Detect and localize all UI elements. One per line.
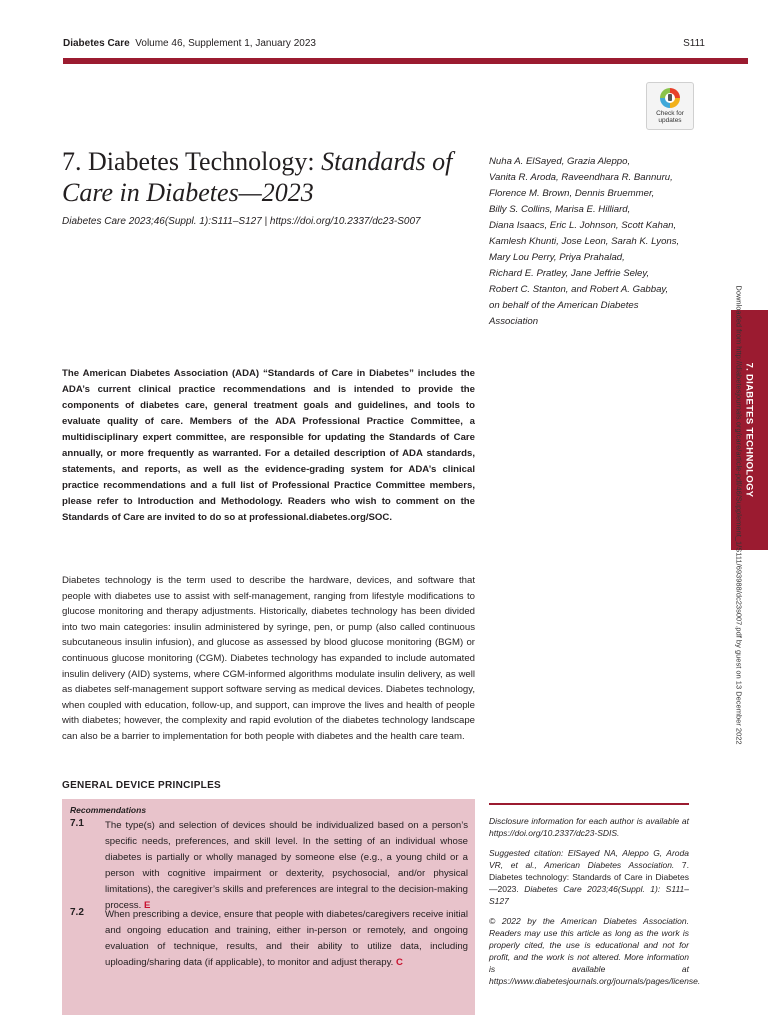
author-line: Vanita R. Aroda, Raveendhara R. Bannuru, [489, 172, 673, 183]
abstract: The American Diabetes Association (ADA) “Standards of Care in Diabetes” includes the ADA’s current clinical practice recommendations and is intended to provide the components of diabetes care, general treatment goals and guidelines, and tools to evaluate quality of care. Members of the ADA Professional Practice Committee, a multidisciplinary expert committee, are responsible for updating the Standards of Care annually, or more frequently as warranted. For a detailed description of ADA standards, statements, and reports, as well as the evidence-grading system for ADA’s clinical practice recommendations and a full list of Professional Practice Committee members, please refer to Introduction and Methodology. Readers who wish to comment on the Standards of Care are invited to do so at professional.diabetes.org/SOC. [62, 368, 475, 523]
check-for-updates-badge[interactable] [646, 82, 694, 130]
recommendation-text [105, 818, 468, 914]
section-heading: GENERAL DEVICE PRINCIPLES [62, 780, 222, 791]
badge-text [647, 110, 693, 124]
recommendations-box [62, 799, 475, 1015]
article-title [62, 146, 482, 208]
badge-line-1: Check for [656, 110, 684, 117]
recommendation-text [105, 907, 468, 971]
copyright-note: © 2022 by the American Diabetes Association. Readers may use this article as long as the work is properly cited, the use is educational and not for profit, and the work is not altered. More information is available at https://www.diabetesjournals.org/journals/pages/license. [489, 916, 701, 986]
author-line: Mary Lou Perry, Priya Prahalad, [489, 252, 625, 263]
footnote-sidebar [489, 815, 701, 995]
author-line: Association [489, 316, 539, 327]
suggested-citation [489, 847, 689, 907]
suggested-citation-lead: Suggested citation: ElSayed NA, Aleppo G, Aroda VR, et al., American Diabetes Association. [489, 848, 689, 870]
badge-line-2: updates [658, 117, 682, 124]
author-line: Florence M. Brown, Dennis Bruemmer, [489, 188, 655, 199]
issue-info: Volume 46, Supplement 1, January 2023 [135, 38, 316, 49]
recommendation-item [70, 818, 468, 914]
title-italic: Standards of Care in Diabetes—2023 [62, 147, 453, 207]
citation-line: Diabetes Care 2023;46(Suppl. 1):S111–S127 | https://doi.org/10.2337/dc23-S007 [62, 216, 421, 227]
download-note: Downloaded from http://diabetesjournals.org/care/article-pdf/46/Supplement_1/S111/693988/dc23s007.pdf by guest on 13 December 2022 [734, 285, 744, 745]
recommendation-number: 7.1 [70, 818, 84, 829]
suggested-citation-source: Diabetes Care 2023;46(Suppl. 1): S111–S127 [489, 884, 689, 906]
recommendation-item [70, 907, 468, 971]
author-line: on behalf of the American Diabetes [489, 300, 639, 311]
recommendation-body: When prescribing a device, ensure that people with diabetes/caregivers receive initial and ongoing education and training, either in-person or remotely, and ongoing evaluation of technique, results, and their ability to utilize data, including uploading/sharing data (if applicable), to monitor and adjust therapy. [105, 909, 468, 968]
side-tab-label: 7. DIABETES TECHNOLOGY [743, 362, 755, 498]
running-head [63, 38, 705, 52]
title-main: 7. Diabetes Technology: [62, 147, 322, 176]
suggested-citation-title: 7. Diabetes technology: Standards of Care in Diabetes—2023. [489, 860, 689, 894]
journal-name: Diabetes Care [63, 38, 130, 49]
author-line: Billy S. Collins, Marisa E. Hilliard, [489, 204, 631, 215]
sidebar-rule [489, 803, 689, 805]
recommendation-body: The type(s) and selection of devices should be individualized based on a person’s specific needs, preferences, and skill level. In the setting of an individual whose diabetes is partially or wholly managed by someone else (e.g., a young child or a person with cognitive impairment or dexterity, psychosocial, and/or physical limitations), the caregiver’s skills and preferences are integral to the decision-making process. [105, 820, 468, 911]
author-line: Diana Isaacs, Eric L. Johnson, Scott Kahan, [489, 220, 677, 231]
evidence-grade: E [143, 900, 151, 911]
page-number: S111 [683, 38, 705, 49]
author-line: Kamlesh Khunti, Jose Leon, Sarah K. Lyons, [489, 236, 680, 247]
author-line: Robert C. Stanton, and Robert A. Gabbay, [489, 284, 669, 295]
top-rule [63, 58, 748, 64]
recommendations-label: Recommendations [70, 805, 147, 815]
author-line: Nuha A. ElSayed, Grazia Aleppo, [489, 156, 631, 167]
recommendation-number: 7.2 [70, 907, 84, 918]
body-paragraph: Diabetes technology is the term used to describe the hardware, devices, and software that people with diabetes use to assist with self-management, ranging from lifestyle modifications to glucose monitoring and therapy adjustments. Historically, diabetes technology has been divided into two main categories: insulin administered by syringe, pen, or pump (also called continuous subcutaneous insulin infusion), and glucose as assessed by blood glucose monitoring (BGM) or continuous glucose monitoring (CGM). Diabetes technology has expanded to include automated insulin delivery (AID) systems, where CGM-informed algorithms modulate insulin delivery, as well as diabetes self-management support software serving as medical devices. Diabetes technology, when coupled with education, follow-up, and support, can improve the lives and health of people with diabetes; however, the complexity and rapid evolution of the diabetes technology landscape can also be a barrier to implementation for both people with diabetes and the health care team. [62, 575, 475, 742]
disclosure-note: Disclosure information for each author is available at https://doi.org/10.2337/dc23-SDIS. [489, 816, 689, 838]
author-line: Richard E. Pratley, Jane Jeffrie Seley, [489, 268, 650, 279]
check-for-updates-icon [659, 87, 681, 109]
evidence-grade: C [396, 957, 403, 968]
author-list [489, 154, 699, 330]
